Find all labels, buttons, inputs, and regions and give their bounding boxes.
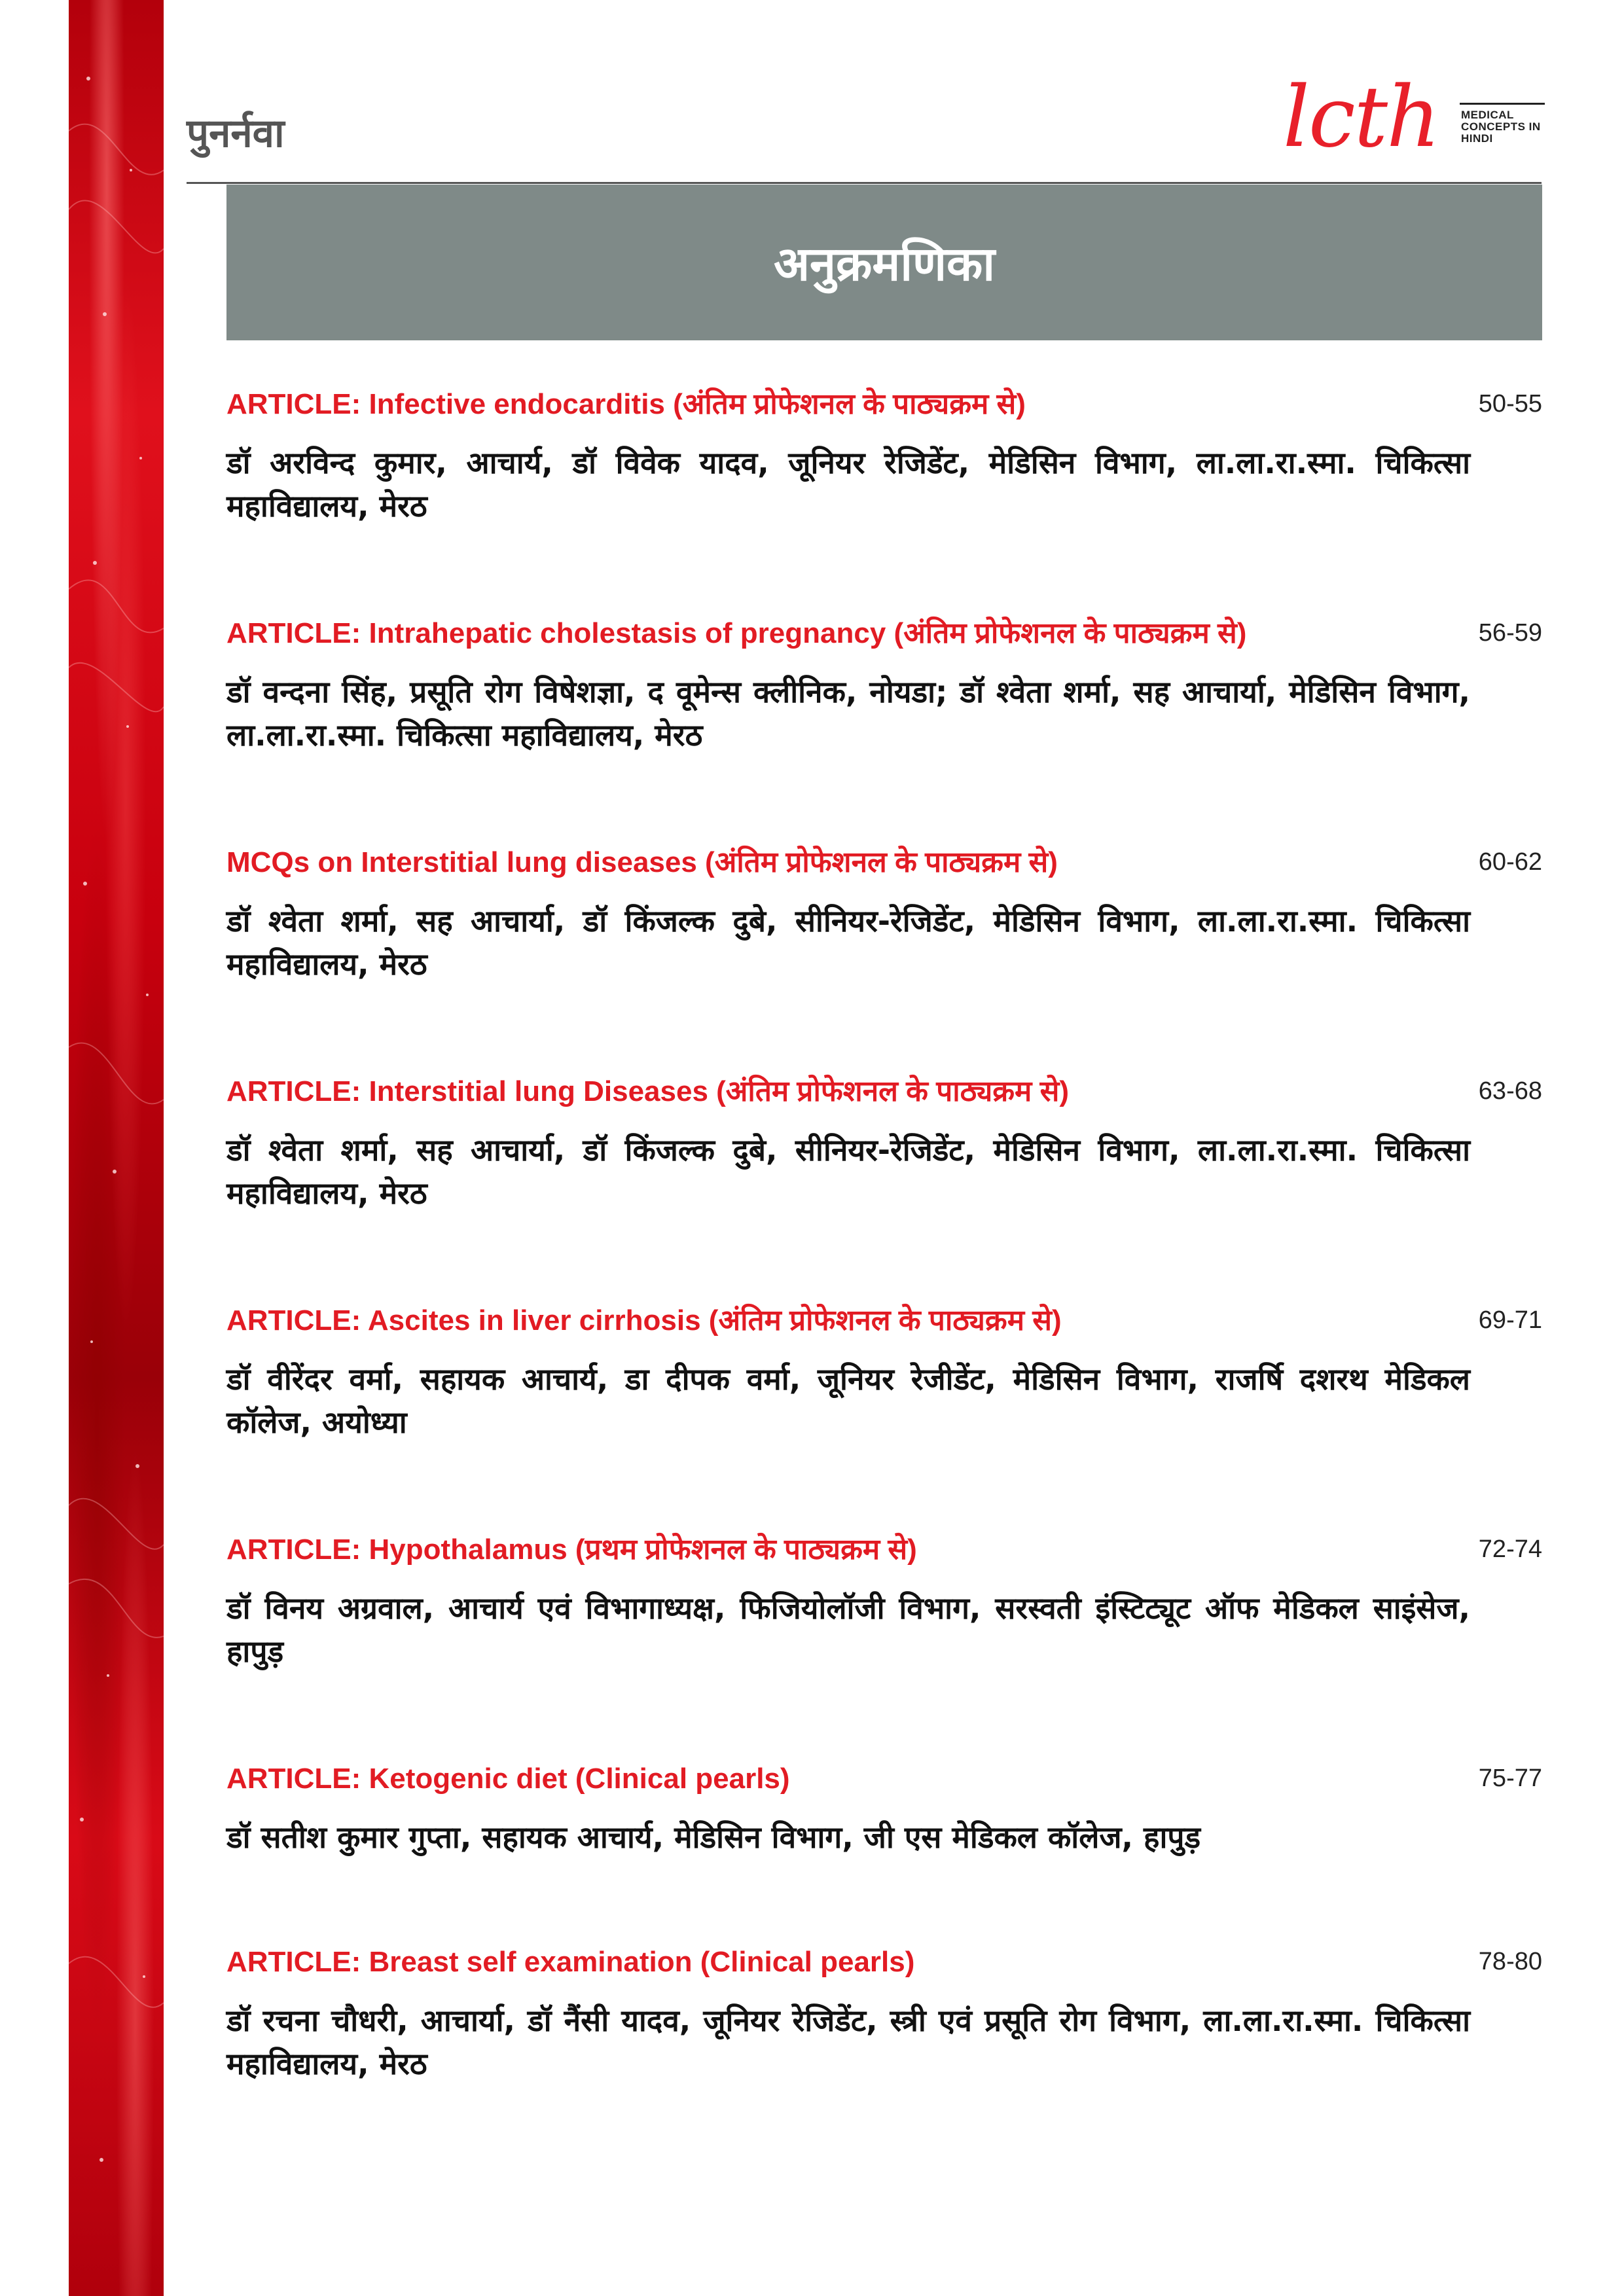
page-title: अनुक्रमणिका [774,236,995,291]
entry-title[interactable]: ARTICLE: Ascites in liver cirrhosis (अंतिम प्रोफेशनल के पाठ्यक्रम से) [226,1304,1062,1336]
entry-authors: डॉ रचना चौधरी, आचार्या, डॉ नैंसी यादव, जूनियर रेजिडेंट, स्त्री एवं प्रसूति रोग विभाग, ला.ला.रा.स्मा. चिकित्सा महाविद्यालय, मेरठ [226,2003,1470,2081]
entry-pages: 78-80 [1478,1948,1542,1975]
toc-entry[interactable] [226,1302,1542,1532]
contents-list [226,386,1542,2173]
toc-entry[interactable] [226,1532,1542,1761]
entry-authors: डॉ सतीश कुमार गुप्ता, सहायक आचार्य, मेडिसिन विभाग, जी एस मेडिकल कॉलेज, हापुड़ [226,1820,1201,1855]
logo-rule [1460,103,1545,105]
contents-banner [226,185,1542,340]
toc-entry[interactable] [226,1073,1542,1302]
toc-entry[interactable] [226,386,1542,615]
logo-mark: lcth [1283,69,1439,166]
toc-entry[interactable] [226,615,1542,844]
entry-pages: 63-68 [1478,1077,1542,1105]
entry-authors: डॉ अरविन्द कुमार, आचार्य, डॉ विवेक यादव, जूनियर रेजिडेंट, मेडिसिन विभाग, ला.ला.रा.स्मा. चिकित्सा महाविद्यालय, मेरठ [226,445,1470,524]
entry-pages: 50-55 [1478,390,1542,418]
entry-title[interactable]: ARTICLE: Ketogenic diet (Clinical pearls) [226,1763,790,1795]
entry-authors: डॉ श्वेता शर्मा, सह आचार्या, डॉ किंजल्क दुबे, सीनियर-रेजिडेंट, मेडिसिन विभाग, ला.ला.रा.स्मा. चिकित्सा महाविद्यालय, मेरठ [226,1132,1470,1211]
entry-title[interactable]: MCQs on Interstitial lung diseases (अंतिम प्रोफेशनल के पाठ्यक्रम से) [226,846,1058,878]
entry-pages: 56-59 [1478,619,1542,647]
entry-title[interactable]: ARTICLE: Breast self examination (Clinical pearls) [226,1946,915,1978]
entry-title[interactable]: ARTICLE: Intrahepatic cholestasis of pregnancy (अंतिम प्रोफेशनल के पाठ्यक्रम से) [226,617,1247,649]
entry-pages: 60-62 [1478,848,1542,876]
logo-text [1461,109,1546,145]
entry-authors: डॉ श्वेता शर्मा, सह आचार्या, डॉ किंजल्क दुबे, सीनियर-रेजिडेंट, मेडिसिन विभाग, ला.ला.रा.स्मा. चिकित्सा महाविद्यालय, मेरठ [226,903,1470,982]
journal-name: पुनर्नवा [187,111,285,156]
entry-pages: 69-71 [1478,1306,1542,1334]
entry-title[interactable]: ARTICLE: Hypothalamus (प्रथम प्रोफेशनल के पाठ्यक्रम से) [226,1534,917,1566]
entry-authors: डॉ वीरेंदर वर्मा, सहायक आचार्य, डा दीपक वर्मा, जूनियर रेजीडेंट, मेडिसिन विभाग, राजर्षि दशरथ मेडिकल कॉलेज, अयोध्या [226,1361,1470,1440]
logo-text-line: HINDI [1461,132,1493,145]
entry-authors: डॉ वन्दना सिंह, प्रसूति रोग विषेशज्ञा, द वूमेन्स क्लीनिक, नोयडा; डॉ श्वेता शर्मा, सह आचार्या, मेडिसिन विभाग, ला.ला.रा.स्मा. चिकित्सा महाविद्यालय, मेरठ [226,674,1470,753]
entry-title[interactable]: ARTICLE: Interstitial lung Diseases (अंतिम प्रोफेशनल के पाठ्यक्रम से) [226,1075,1069,1107]
toc-entry[interactable] [226,1761,1542,1944]
decorative-red-strip [69,0,164,2296]
entry-pages: 75-77 [1478,1765,1542,1792]
entry-pages: 72-74 [1478,1535,1542,1563]
entry-authors: डॉ विनय अग्रवाल, आचार्य एवं विभागाध्यक्ष, फिजियोलॉजी विभाग, सरस्वती इंस्टिट्यूट ऑफ मेडिकल साइंसेज, हापुड़ [226,1590,1470,1669]
logo-text-line: MEDICAL [1461,109,1514,121]
header-divider [187,182,1542,184]
toc-entry[interactable] [226,844,1542,1073]
mch-logo [1283,69,1545,167]
logo-text-line: CONCEPTS IN [1461,120,1541,133]
toc-entry[interactable] [226,1944,1542,2173]
entry-title[interactable]: ARTICLE: Infective endocarditis (अंतिम प्रोफेशनल के पाठ्यक्रम से) [226,388,1026,420]
strip-texture [69,0,164,2296]
